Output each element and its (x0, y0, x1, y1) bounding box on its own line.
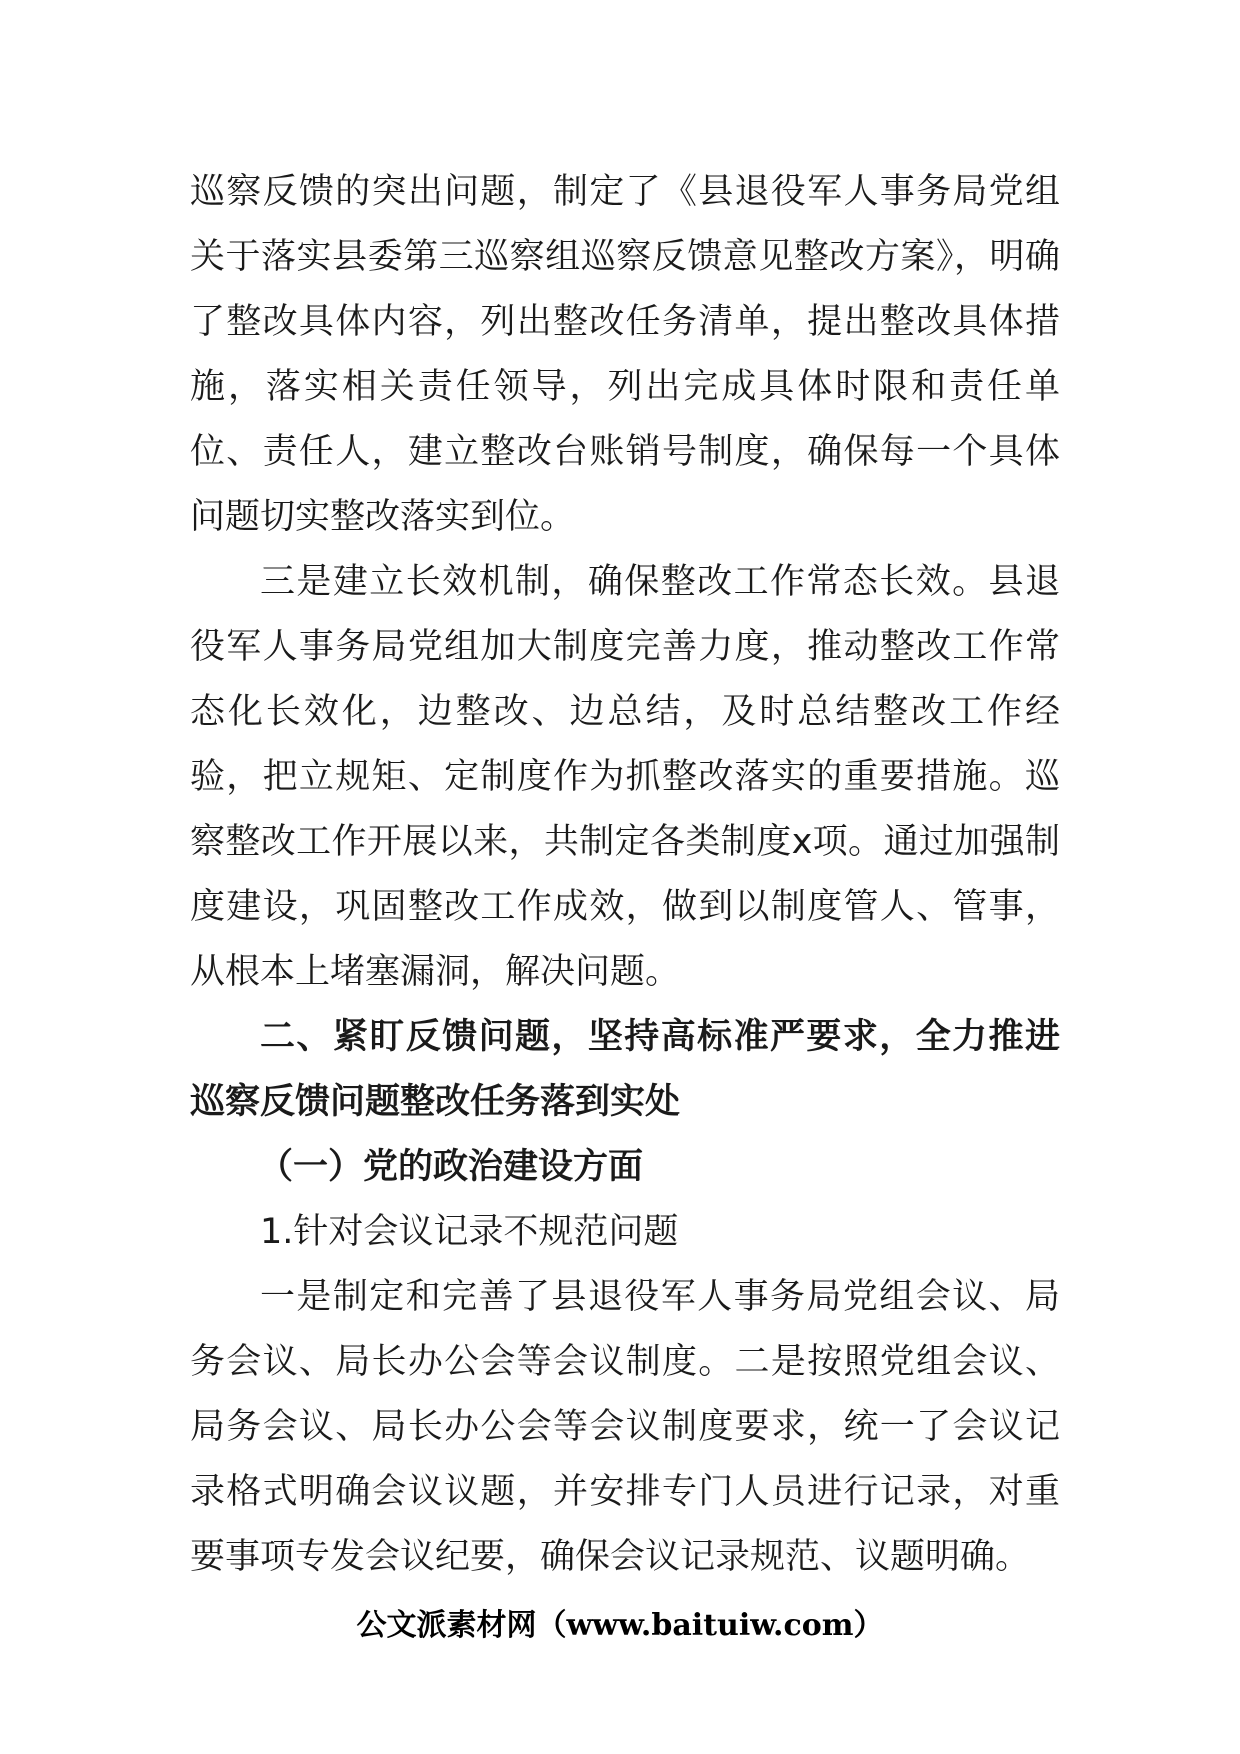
item-heading-meeting-records: 1.针对会议记录不规范问题 (260, 1212, 679, 1252)
footer-watermark: 公文派素材网（www.baituiw.com） (356, 1608, 884, 1643)
subsection-heading-political: （一）党的政治建设方面 (258, 1147, 644, 1187)
paragraph-long-term-mechanism: 三是建立长效机制，确保整改工作常态长效。县退役军人事务局党组加大制度完善力度，推动整改工作常态化长效化，边整改、边总结，及时总结整改工作经验，把立规矩、定制度作为抓整改落实的重要措施。巡察整改工作开展以来，共制定各类制度x项。通过加强制度建设，巩固整改工作成效，做到以制度管人、管事，从根本上堵塞漏洞，解决问题。 (190, 562, 1060, 992)
section-heading-two: 二、紧盯反馈问题，坚持高标准严要求，全力推进巡察反馈问题整改任务落到实处 (190, 1017, 1060, 1122)
paragraph-meeting-rules: 一是制定和完善了县退役军人事务局党组会议、局务会议、局长办公会等会议制度。二是按照党组会议、局务会议、局长办公会等会议制度要求，统一了会议记录格式明确会议议题，并安排专门人员进行记录，对重要事项专发会议纪要，确保会议记录规范、议题明确。 (190, 1277, 1060, 1577)
document-body (190, 160, 1060, 1590)
paragraph-continuation: 巡察反馈的突出问题，制定了《县退役军人事务局党组关于落实县委第三巡察组巡察反馈意见整改方案》，明确了整改具体内容，列出整改任务清单，提出整改具体措施，落实相关责任领导，列出完成具体时限和责任单位、责任人，建立整改台账销号制度，确保每一个具体问题切实整改落实到位。 (190, 172, 1060, 537)
